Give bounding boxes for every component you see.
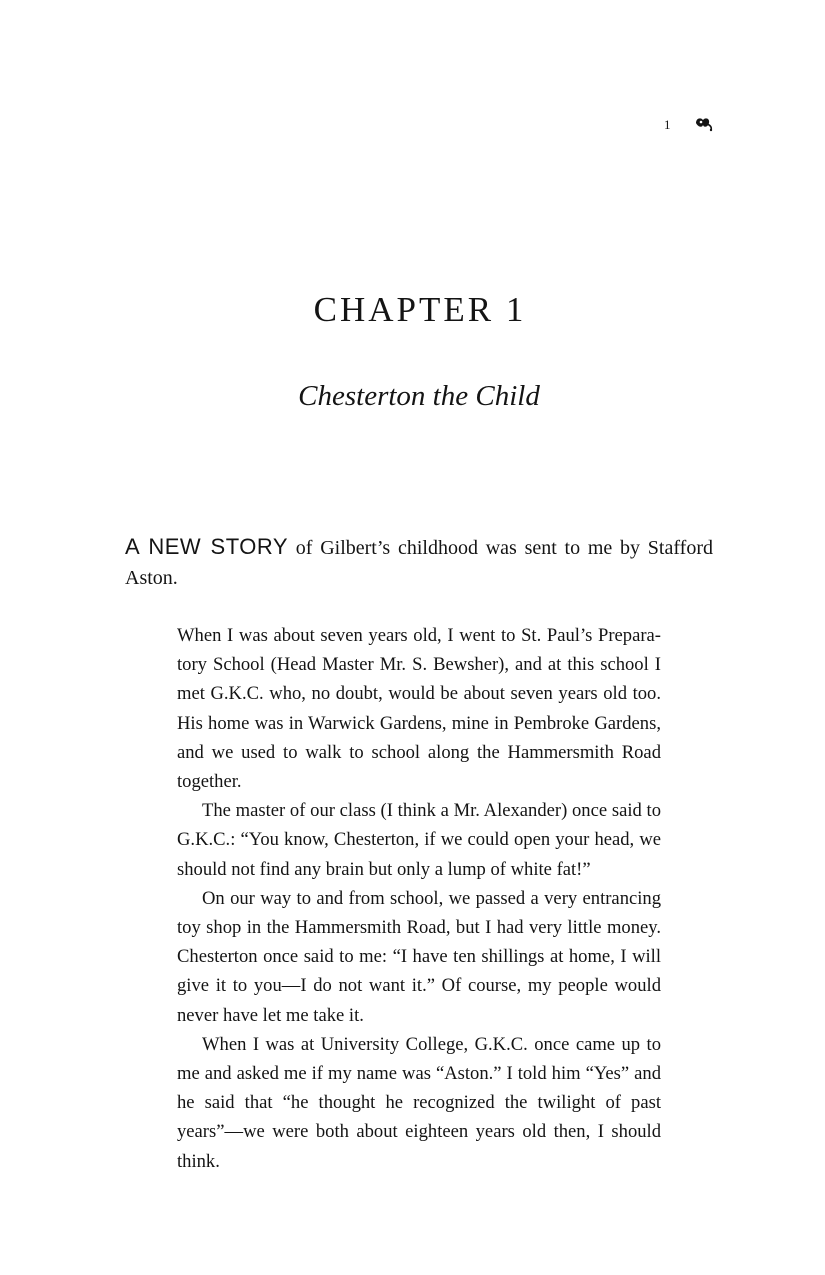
intro-lead-in: A NEW STORY xyxy=(125,534,289,559)
fleuron-ornament-icon xyxy=(693,114,713,132)
letter-paragraph: When I was at University College, G.K.C. once came up to me and asked me if my name was “Aston.” I told him “Yes” and he said that “he thought he recognized the twilight of past years”—we were both about eighteen years old then, I should think. xyxy=(177,1033,661,1172)
chapter-subtitle: Chesterton the Child xyxy=(298,380,540,412)
letter-paragraph: The master of our class (I think a Mr. Alexander) once said to G.K.C.: “You know, Chesterton, if we could open your head, we should not find any brain but only a lump of white fat!” xyxy=(177,800,661,880)
quoted-letter xyxy=(177,621,661,1176)
page-number: 1 xyxy=(664,117,671,132)
intro-paragraph xyxy=(125,532,713,593)
letter-paragraph: When I was about seven years old, I went to St. Paul’s Preparatory School (Head Master Mr. S. Bewsher), and at this school I met G.K.C. who, no doubt, would be about seven years old too. His home was in Warwick Gardens, mine in Pembroke Gardens, and we used to walk to school along the Hammersmith Road together. xyxy=(177,625,661,793)
intro-text: of Gilbert’s childhood was sent to me by Stafford Aston. xyxy=(125,537,713,589)
chapter-heading: CHAPTER 1 xyxy=(313,290,527,329)
letter-paragraph: On our way to and from school, we passed a very entrancing toy shop in the Hammersmith Road, but I had very little money. Chesterton once said to me: “I have ten shillings at home, I will give it to you—I do not want it.” Of course, my people would never have let me take it. xyxy=(177,887,661,1026)
